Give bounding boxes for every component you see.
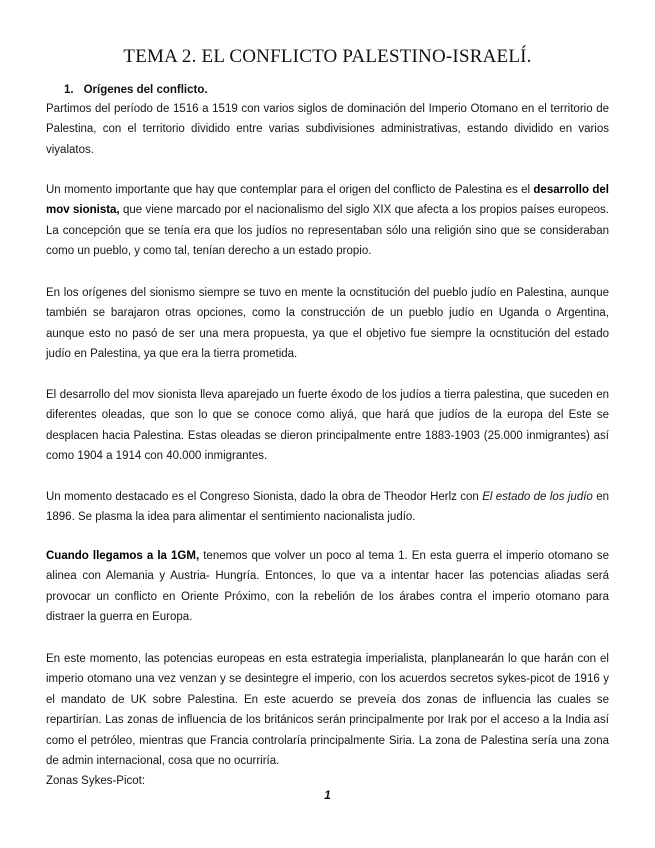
paragraph-7: En este momento, las potencias europeas en esta estrategia imperialista, planplanearán lo que harán con el imperio otomano una vez venzan y se desintegre el imperio, con los acuerdos secretos sykes-picot de 1916 y el mandato de UK sobre Palestina. En este acuerdo se preveía dos zonas de influencia las cuales se repartirían. Las zonas de influencia de los británicos serán principalmente por Irak por el acceso a la India así como el petróleo, mientras que Francia controlaría principalmente Siria. La zona de Palestina sería una zona de admin internacional, cosa que no ocurriría. — [46, 653, 609, 768]
paragraph-8: Zonas Sykes-Picot: — [46, 775, 146, 787]
paragraph-6 — [46, 546, 609, 628]
section-label: Orígenes del conflicto. — [83, 84, 208, 96]
p2-text-end: que viene marcado por el nacionalismo del siglo XIX que afecta a los propios países europeos. La concepción que se tenía era que los judíos no representaban sólo una religión sino que se consideraban como un pueblo, y como tal, tenían derecho a un estado propio. — [46, 204, 609, 258]
p5-text-end: en 1896. Se plasma la idea para alimentar el sentimiento nacionalista judío. — [46, 491, 609, 524]
section-heading — [64, 84, 208, 96]
document-title: TEMA 2. EL CONFLICTO PALESTINO-ISRAELÍ. — [123, 46, 532, 67]
p6-bold-text: Cuando llegamos a la 1GM, — [46, 550, 200, 562]
section-number: 1. — [64, 84, 74, 96]
paragraph-3: En los orígenes del sionismo siempre se tuvo en mente la ocnstitución del pueblo judío en Palestina, aunque también se barajaron otras opciones, como la construcción de un pueblo judío en Uganda o Argentina, aunque esto no pasó de ser una mera propuesta, ya que el objetivo fue siempre la ocnstitución del estado judío en Palestina, ya que era la tierra prometida. — [46, 287, 609, 361]
p5-text-start: Un momento destacado es el Congreso Sionista, dado la obra de Theodor Herlz con — [46, 491, 483, 503]
paragraph-2 — [46, 180, 609, 262]
p6-text-end: tenemos que volver un poco al tema 1. En esta guerra el imperio otomano se alinea con Alemania y Austria- Hungría. Entonces, lo que va a intentar hacer las potencias aliadas será provocar un conflicto en Oriente Próximo, con la rebelión de los árabes contra el imperio otomano para distraer la guerra en Europa. — [46, 550, 609, 624]
p2-text-start: Un momento importante que hay que contemplar para el origen del conflicto de Palestina es el — [46, 184, 534, 196]
p5-book-title: El estado de los judío — [482, 491, 593, 503]
p2-bold-text: desarrollo del mov sionista, — [46, 184, 609, 217]
paragraph-1: Partimos del período de 1516 a 1519 con varios siglos de dominación del Imperio Otomano en el territorio de Palestina, con el territorio dividido entre varias subdivisiones administrativas, estando dividido en varios viyalatos. — [46, 103, 609, 156]
paragraph-4: El desarrollo del mov sionista lleva aparejado un fuerte éxodo de los judíos a tierra palestina, que suceden en diferentes oleadas, que son lo que se conoce como aliyá, que hará que judíos de la europa del Este se desplacen hacia Palestina. Estas oleadas se dieron principalmente entre 1883-1903 (25.000 inmigrantes) así como 1904 a 1914 con 40.000 inmigrantes. — [46, 389, 609, 463]
paragraph-5 — [46, 487, 609, 528]
page-number: 1 — [324, 788, 331, 802]
